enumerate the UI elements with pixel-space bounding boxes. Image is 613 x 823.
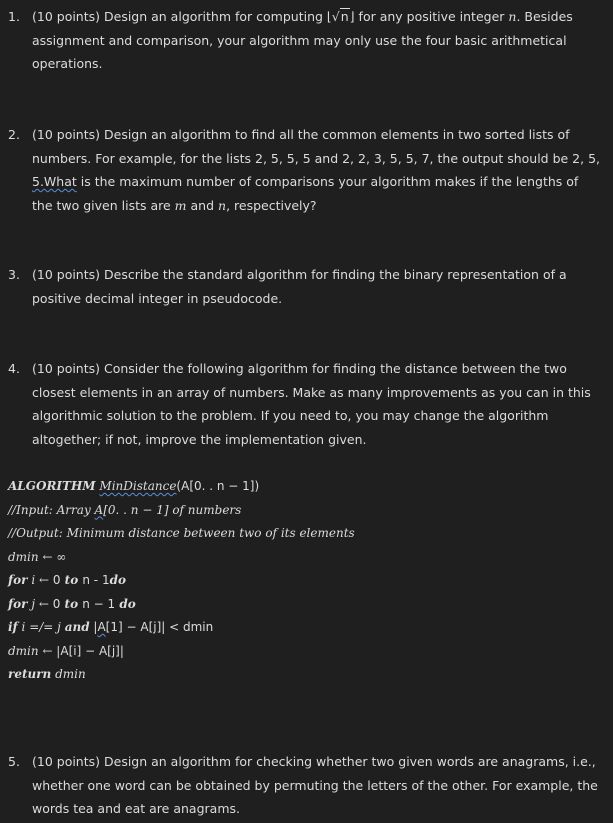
question-4	[0, 357, 600, 451]
question-2	[0, 123, 600, 217]
question-text: (10 points) Design an algorithm for checking whether two given words are anagrams, i.e., whether one word can be obtained by permuting the letters of the other. For example, the words tea and eat are anagrams.	[32, 754, 598, 816]
code-line-2: //Input: Array A[0. . n − 1] of numbers	[8, 502, 242, 517]
question-text: (10 points) Consider the following algorithm for finding the distance between the two closest elements in an array of numbers. Make as many improvements as you can in this algorithmic solution to the problem. If you need to, you may change the algorithm altogether; if not, improve the implementation given.	[32, 361, 591, 447]
pseudocode-block	[8, 475, 608, 687]
code-line-3: //Output: Minimum distance between two of its elements	[8, 526, 355, 540]
code-line-6: for j ← 0 to n − 1 do	[8, 596, 136, 611]
question-text: (10 points) Describe the standard algorithm for finding the binary representation of a positive decimal integer in pseudocode.	[32, 267, 567, 306]
question-number: 1.	[8, 9, 20, 24]
code-line-9: return dmin	[8, 667, 86, 681]
code-line-5: for i ← 0 to n - 1do	[8, 573, 126, 587]
code-line-7: if i =/= j and |A[1] − A[j]| < dmin	[8, 620, 214, 634]
question-5	[0, 750, 600, 821]
question-number: 5.	[8, 754, 20, 769]
spellcheck-underlined-text: 5.What	[32, 174, 77, 189]
question-text: (10 points) Design an algorithm to find all the common elements in two sorted lists of numbers. For example, for the lists 2, 5, 5, 5 and 2, 2, 3, 5, 5, 7, the output should be 2, 5, 5.What is the maximum number of comparisons your algorithm makes if the lengths of the two given lists are m and n, respectively?	[32, 127, 601, 213]
code-line-8: dmin ← |A[i] − A[j]|	[8, 643, 124, 658]
code-line-1: ALGORITHM MinDistance(A[0. . n − 1])	[8, 479, 260, 493]
question-number: 2.	[8, 127, 20, 142]
code-line-4: dmin ← ∞	[8, 549, 67, 564]
question-3	[0, 263, 600, 310]
question-number: 4.	[8, 361, 20, 376]
question-text: (10 points) Design an algorithm for computing ⌊√n⌋ for any positive integer n. Besides assignment and comparison, your algorithm may only use the four basic arithmetical operations.	[32, 9, 573, 71]
question-1	[0, 5, 600, 76]
sqrt-symbol: √n	[331, 9, 349, 24]
question-number: 3.	[8, 267, 20, 282]
